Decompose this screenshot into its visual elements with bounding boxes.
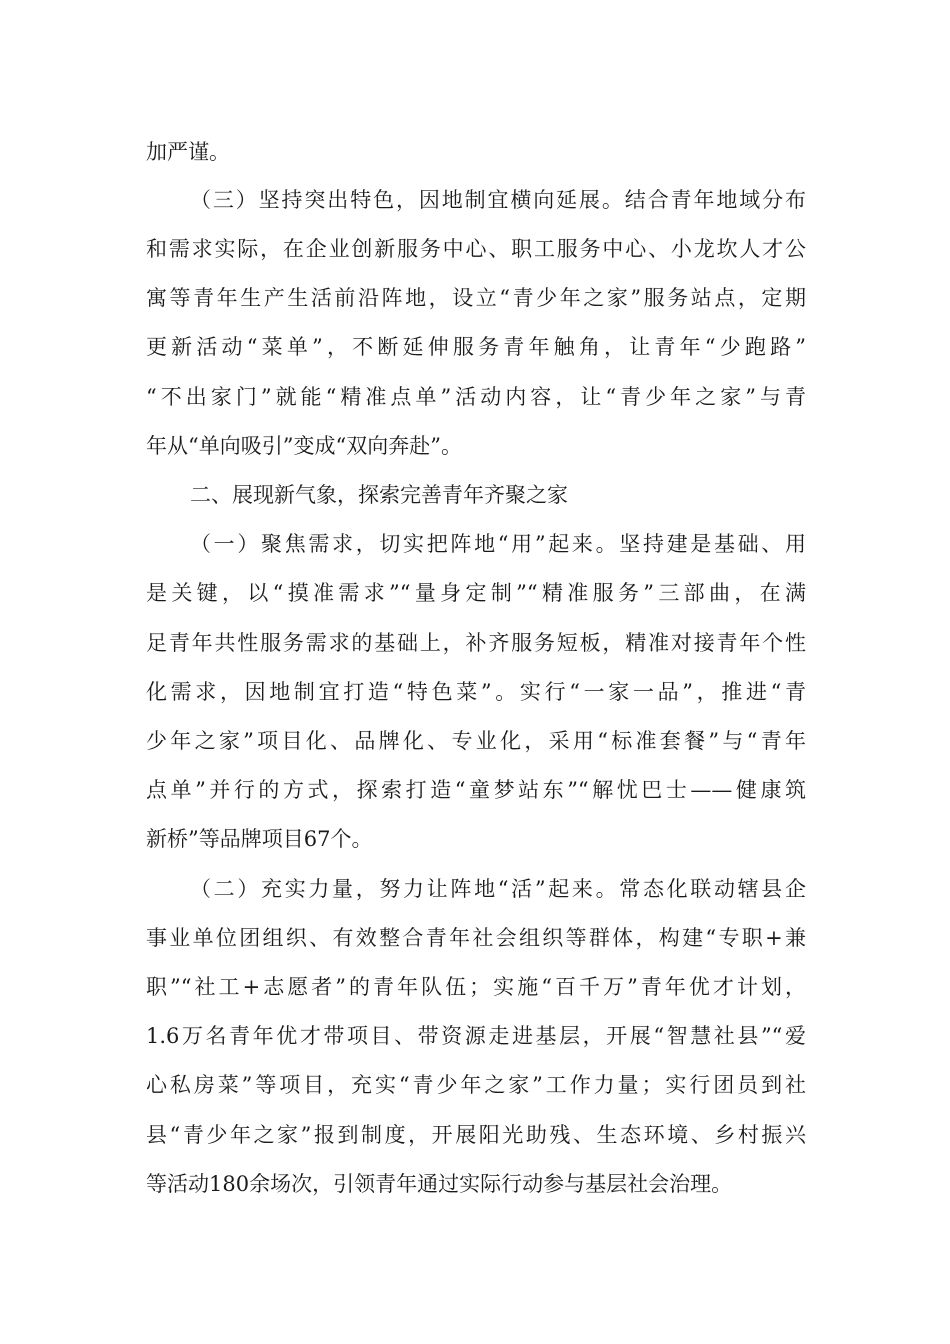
paragraph-line: 足青年共性服务需求的基础上，补齐服务短板，精准对接青年个性 [146, 631, 806, 655]
paragraph-line: 化需求，因地制宜打造“特色菜”。实行“一家一品”，推进“青 [146, 680, 806, 704]
paragraph-line: 少年之家”项目化、品牌化、专业化，采用“标准套餐”与“青年 [146, 729, 806, 753]
paragraph-line: 事业单位团组织、有效整合青年社会组织等群体，构建“专职+兼 [146, 926, 806, 950]
paragraph-line: 心私房菜”等项目，充实“青少年之家”工作力量；实行团员到社 [146, 1073, 806, 1097]
paragraph-line: （一）聚焦需求，切实把阵地“用”起来。坚持建是基础、用 [190, 532, 806, 556]
paragraph-line: 等活动180余场次，引领青年通过实际行动参与基层社会治理。 [146, 1172, 733, 1196]
paragraph-line: 职”“社工+志愿者”的青年队伍；实施“百千万”青年优才计划， [146, 975, 806, 999]
paragraph-line: 是关键，以“摸准需求”“量身定制”“精准服务”三部曲，在满 [146, 581, 806, 605]
paragraph-line: 和需求实际，在企业创新服务中心、职工服务中心、小龙坎人才公 [146, 237, 806, 261]
section-heading: 二、展现新气象，探索完善青年齐聚之家 [190, 483, 568, 507]
paragraph-line: （三）坚持突出特色，因地制宜横向延展。结合青年地域分布 [190, 188, 806, 212]
paragraph-line: 点单”并行的方式，探索打造“童梦站东”“解忧巴士——健康筑 [146, 778, 806, 802]
paragraph-line: 新桥”等品牌项目67个。 [146, 827, 373, 851]
paragraph-line: 年从“单向吸引”变成“双向奔赴”。 [146, 434, 462, 458]
paragraph-line: 更新活动“菜单”，不断延伸服务青年触角，让青年“少跑路” [146, 335, 806, 359]
paragraph-line: 县“青少年之家”报到制度，开展阳光助残、生态环境、乡村振兴 [146, 1123, 806, 1147]
paragraph-line: 加严谨。 [146, 140, 230, 164]
paragraph-line: 寓等青年生产生活前沿阵地，设立“青少年之家”服务站点，定期 [146, 286, 806, 310]
paragraph-line: （二）充实力量，努力让阵地“活”起来。常态化联动辖县企 [190, 877, 806, 901]
paragraph-line: 1.6万名青年优才带项目、带资源走进基层，开展“智慧社县”“爱 [146, 1024, 806, 1048]
paragraph-line: “不出家门”就能“精准点单”活动内容，让“青少年之家”与青 [146, 385, 806, 409]
